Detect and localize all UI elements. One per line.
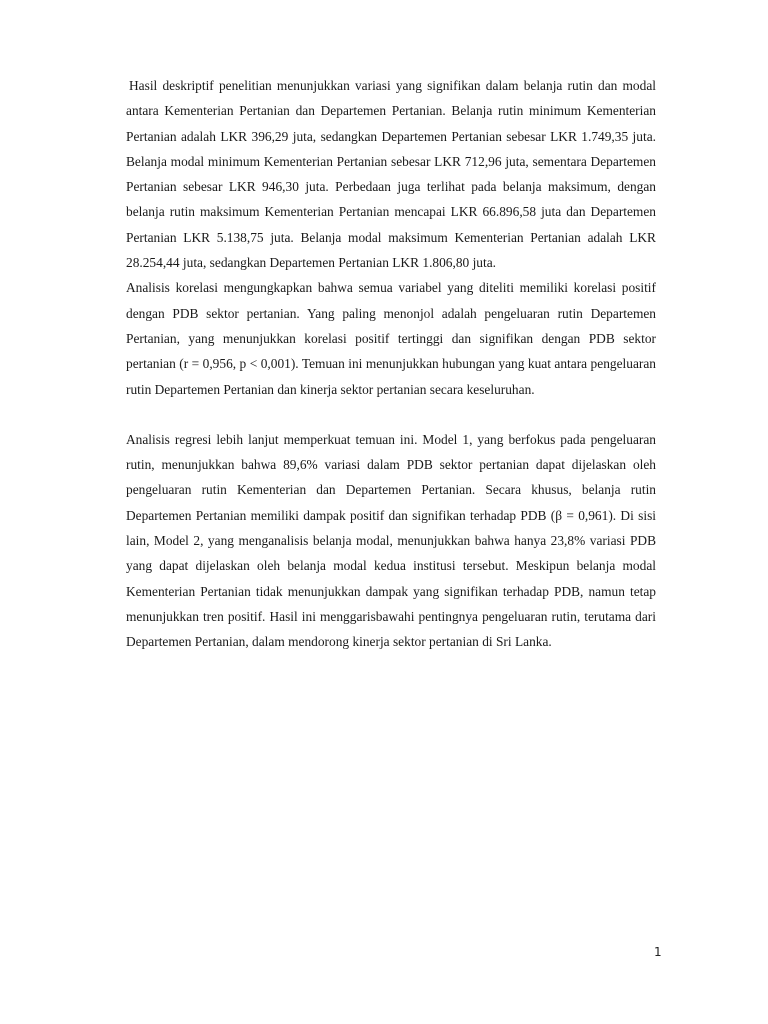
paragraph-descriptive-results: Hasil deskriptif penelitian menunjukkan variasi yang signifikan dalam belanja rutin dan modal antara Kementerian Pertanian dan Departemen Pertanian. Belanja rutin minimum Kementerian Pertanian adalah LKR 396,29 juta, sedangkan Departemen Pertanian sebesar LKR 1.749,35 juta. Belanja modal minimum Kementerian Pertanian sebesar LKR 712,96 juta, sementara Departemen Pertanian sebesar LKR 946,30 juta. Perbedaan juga terlihat pada belanja maksimum, dengan belanja rutin maksimum Kementerian Pertanian mencapai LKR 66.896,58 juta dan Departemen Pertanian LKR 5.138,75 juta. Belanja modal maksimum Kementerian Pertanian adalah LKR 28.254,44 juta, sedangkan Departemen Pertanian LKR 1.806,80 juta. [126,78,656,271]
paragraph-spacer [126,402,656,427]
paragraph-correlation-analysis: Analisis korelasi mengungkapkan bahwa semua variabel yang diteliti memiliki korelasi positif dengan PDB sektor pertanian. Yang paling menonjol adalah pengeluaran rutin Departemen Pertanian, yang menunjukkan korelasi positif tertinggi dan signifikan dengan PDB sektor pertanian (r = 0,956, p < 0,001). Temuan ini menunjukkan hubungan yang kuat antara pengeluaran rutin Departemen Pertanian dan kinerja sektor pertanian secara keseluruhan. [126,280,656,397]
document-body [126,73,656,655]
paragraph-regression-analysis: Analisis regresi lebih lanjut memperkuat temuan ini. Model 1, yang berfokus pada pengeluaran rutin, menunjukkan bahwa 89,6% variasi dalam PDB sektor pertanian dapat dijelaskan oleh pengeluaran rutin Kementerian dan Departemen Pertanian. Secara khusus, belanja rutin Departemen Pertanian memiliki dampak positif dan signifikan terhadap PDB (β = 0,961). Di sisi lain, Model 2, yang menganalisis belanja modal, menunjukkan bahwa hanya 23,8% variasi PDB yang dapat dijelaskan oleh belanja modal kedua institusi tersebut. Meskipun belanja modal Kementerian Pertanian tidak menunjukkan dampak yang signifikan terhadap PDB, namun tetap menunjukkan tren positif. Hasil ini menggarisbawahi pentingnya pengeluaran rutin, terutama dari Departemen Pertanian, dalam mendorong kinerja sektor pertanian di Sri Lanka. [126,431,656,650]
page-number: 1 [654,945,662,959]
